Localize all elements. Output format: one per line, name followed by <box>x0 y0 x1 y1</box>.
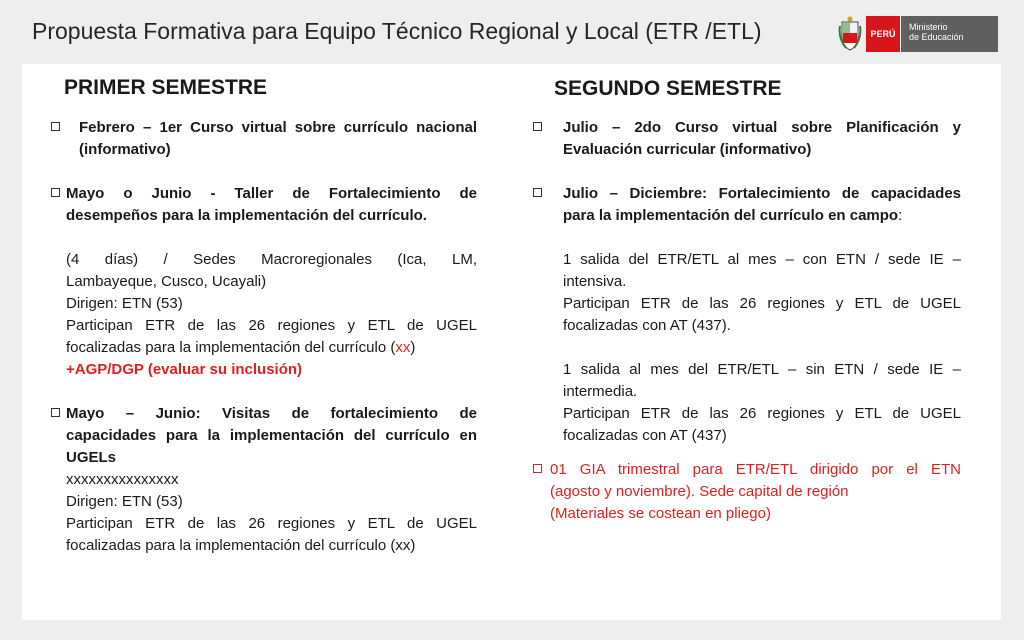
checkbox-bullet-icon <box>533 122 542 131</box>
logo-ministry-label: Ministerio de Educación <box>900 16 998 52</box>
heading-segundo-semestre: SEGUNDO SEMESTRE <box>554 77 782 100</box>
list-item: Febrero – 1er Curso virtual sobre currículo nacional (informativo) <box>51 117 477 161</box>
logo-peru-label: PERÚ <box>866 16 900 52</box>
page-title: Propuesta Formativa para Equipo Técnico Regional y Local (ETR /ETL) <box>32 18 762 44</box>
list-item: Mayo – Junio: Visitas de fortalecimiento de capacidades para la implementación del currículo en UGELs xxxxxxxxxxxxxxx Dirigen: ETN (53) Participan ETR de las 26 regiones y ETL de UGEL focalizadas para la implementación del currículo (xx) <box>51 403 477 557</box>
heading-primer-semestre: PRIMER SEMESTRE <box>64 76 268 99</box>
coat-of-arms-icon <box>838 16 862 52</box>
right-column <box>533 117 961 525</box>
checkbox-bullet-icon <box>533 188 542 197</box>
list-item: Julio – Diciembre: Fortalecimiento de capacidades para la implementación del currículo en campo: 1 salida del ETR/ETL al mes – con ETN / sede IE – intensiva. Participan ETR de las 26 regiones y ETL de UGEL focalizadas con AT (437). 1 salida al mes del ETR/ETL – sin ETN / sede IE – intermedia. Participan ETR de las 26 regiones y ETL de UGEL focalizadas con AT (437) <box>533 183 961 447</box>
list-item: Mayo o Junio - Taller de Fortalecimiento de desempeños para la implementación del currículo. (4 días) / Sedes Macroregionales (Ica, LM, Lambayeque, Cusco, Ucayali) Dirigen: ETN (53) Participan ETR de las 26 regiones y ETL de UGEL focalizadas para la implementación del currículo (xx) +AGP/DGP (evaluar su inclusión) <box>51 183 477 381</box>
checkbox-bullet-icon <box>533 464 542 473</box>
left-column <box>51 117 477 557</box>
highlight-xx: xx <box>395 339 411 356</box>
checkbox-bullet-icon <box>51 408 60 417</box>
list-item: Julio – 2do Curso virtual sobre Planificación y Evaluación curricular (informativo) <box>533 117 961 161</box>
list-item: 01 GIA trimestral para ETR/ETL dirigido por el ETN (agosto y noviembre). Sede capital de región (Materiales se costean en pliego) <box>533 459 961 525</box>
checkbox-bullet-icon <box>51 122 60 131</box>
checkbox-bullet-icon <box>51 188 60 197</box>
agp-dgp-note: +AGP/DGP (evaluar su inclusión) <box>66 361 303 378</box>
ministry-logo <box>838 16 998 52</box>
